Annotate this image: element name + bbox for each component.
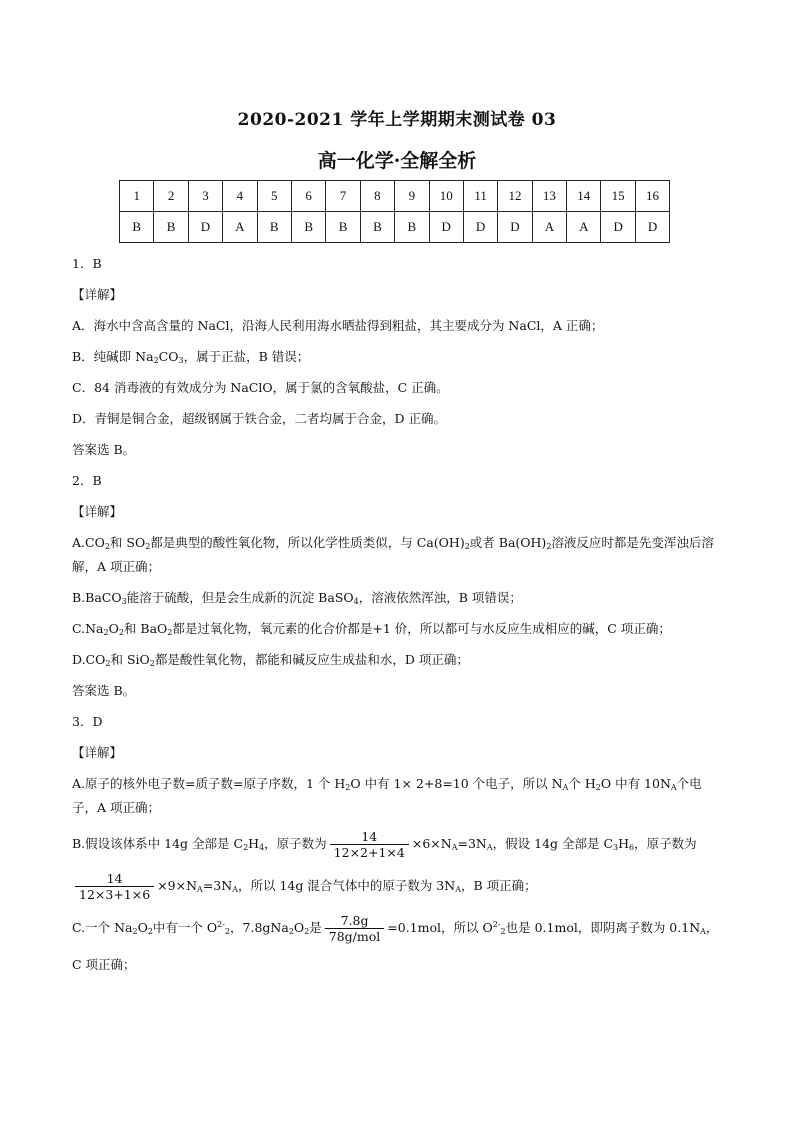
question-number-cell: 6: [291, 181, 325, 212]
answer-cell: D: [601, 212, 635, 243]
answer-cell: D: [463, 212, 497, 243]
answer-cell: D: [635, 212, 669, 243]
answer-cell: B: [154, 212, 188, 243]
answer-cell: D: [498, 212, 532, 243]
q2-option-d: $D.CO_2$和 SiO$_2$都是酸性氧化物，都能和碱反应生成盐和水，D 项正确；: [72, 652, 469, 668]
q2-answer: 答案选 B。: [72, 683, 136, 698]
answer-table-numbers-row: [120, 181, 670, 212]
question-number-cell: 7: [326, 181, 360, 212]
q1-option-a: A．海水中含高含量的 NaCl，沿海人民利用海水晒盐得到粗盐，其主要成分为 NaCl，A 正确；: [72, 318, 604, 333]
question-number-cell: 15: [601, 181, 635, 212]
q2-option-c: $C.Na_2O_2$和 BaO$_2$都是过氧化物，氧元素的化合价都是+1 价，所以都可与水反应生成相应的碱，C 项正确；: [72, 621, 671, 637]
question-number-cell: 11: [463, 181, 497, 212]
q3-heading: 3．D: [72, 714, 103, 729]
question-number-cell: 10: [429, 181, 463, 212]
answer-cell: D: [188, 212, 222, 243]
question-number-cell: 9: [395, 181, 429, 212]
answer-cell: A: [532, 212, 566, 243]
question-number-cell: 8: [360, 181, 394, 212]
answer-table: [119, 180, 670, 243]
answer-cell: B: [326, 212, 360, 243]
answer-cell: D: [429, 212, 463, 243]
q1-option-b: B．纯碱即 $Na_2CO_3$，属于正盐，B 错误；: [72, 349, 310, 365]
answer-cell: B: [360, 212, 394, 243]
question-number-cell: 12: [498, 181, 532, 212]
question-number-cell: 3: [188, 181, 222, 212]
question-number-cell: 5: [257, 181, 291, 212]
q2-detail-label: 【详解】: [72, 504, 123, 519]
page-subtitle: 高一化学·全解全析: [317, 150, 477, 172]
fraction-3: $\frac{7.8g}{\text{78g/mol}}$: [325, 913, 385, 944]
answer-cell: B: [120, 212, 154, 243]
q3-option-c-line1: C.一个 $Na_2O_2$中有一个 $O^{2-}_2$，$7.8gNa_2O_2$是 $\frac{7.8g}{\text{78g/mol}}$ =0.1mol，所以 $O^{2-}_2$也是 0.1mol，即阴离子数为 $0.1N_A$，: [72, 907, 722, 949]
question-number-cell: 2: [154, 181, 188, 212]
question-number-cell: 1: [120, 181, 154, 212]
peroxide-ion: $^{2-}_2$: [217, 920, 231, 936]
q1-answer: 答案选 B。: [72, 442, 136, 457]
q1-option-c: C．84 消毒液的有效成分为 NaClO，属于氯的含氧酸盐，C 正确。: [72, 380, 449, 395]
solution-body: [72, 248, 722, 980]
page-title: 2020-2021 学年上学期期末测试卷 03: [237, 110, 557, 130]
question-number-cell: 14: [567, 181, 601, 212]
q3-option-a: A.原子的核外电子数=质子数=原子序数，1 个 $H_2O$ 中有 1× 2+8=10 个电子，所以 $N_A$个 $H_2O$ 中有 $10N_A$个电子，A 项正确；: [72, 776, 702, 815]
q2-heading: 2．B: [72, 473, 102, 488]
answer-cell: A: [223, 212, 257, 243]
q3-option-b-line1: B.假设该体系中 14g 全部是 $C_2H_4$，原子数为 $\frac{14}{12\times 2+1\times 4}$ $\times 6\times N_A=3N_A$，假设 14g 全部是 $C_3H_6$，原子数为: [72, 829, 697, 860]
fraction-2: $\frac{14}{12\times 3+1\times 6}$: [75, 871, 154, 902]
answer-cell: B: [257, 212, 291, 243]
peroxide-ion-2: $^{2-}_2$: [492, 920, 506, 936]
answer-table-answers-row: [120, 212, 670, 243]
q1-heading: 1．B: [72, 256, 102, 271]
q3-detail-label: 【详解】: [72, 745, 123, 760]
q3-option-b-line2: $\frac{14}{12\times 3+1\times 6}$ $\times 9\times N_A=3N_A$，所以 14g 混合气体中的原子数为 $3N_A$，B 项正确；: [72, 865, 722, 907]
question-number-cell: 4: [223, 181, 257, 212]
q1-detail-label: 【详解】: [72, 287, 123, 302]
q1-option-d: D．青铜是铜合金，超级钢属于铁合金，二者均属于合金，D 正确。: [72, 411, 447, 426]
q2-option-b: B.BaCO$_3$能溶于硫酸，但是会生成新的沉淀 BaSO$_4$，溶液依然浑浊，B 项错误；: [72, 590, 522, 606]
fraction-1: $\frac{14}{12\times 2+1\times 4}$: [330, 829, 409, 860]
question-number-cell: 13: [532, 181, 566, 212]
question-number-cell: 16: [635, 181, 669, 212]
answer-cell: B: [291, 212, 325, 243]
answer-cell: A: [567, 212, 601, 243]
q3-option-c-line2: C 项正确；: [72, 957, 136, 972]
q2-option-a: $A.CO_2$和 $SO_2$都是典型的酸性氧化物，所以化学性质类似，与 $Ca(OH)_2$或者 $Ba(OH)_2$溶液反应时都是先变浑浊后溶解，A 项正确；: [72, 535, 714, 574]
answer-cell: B: [395, 212, 429, 243]
